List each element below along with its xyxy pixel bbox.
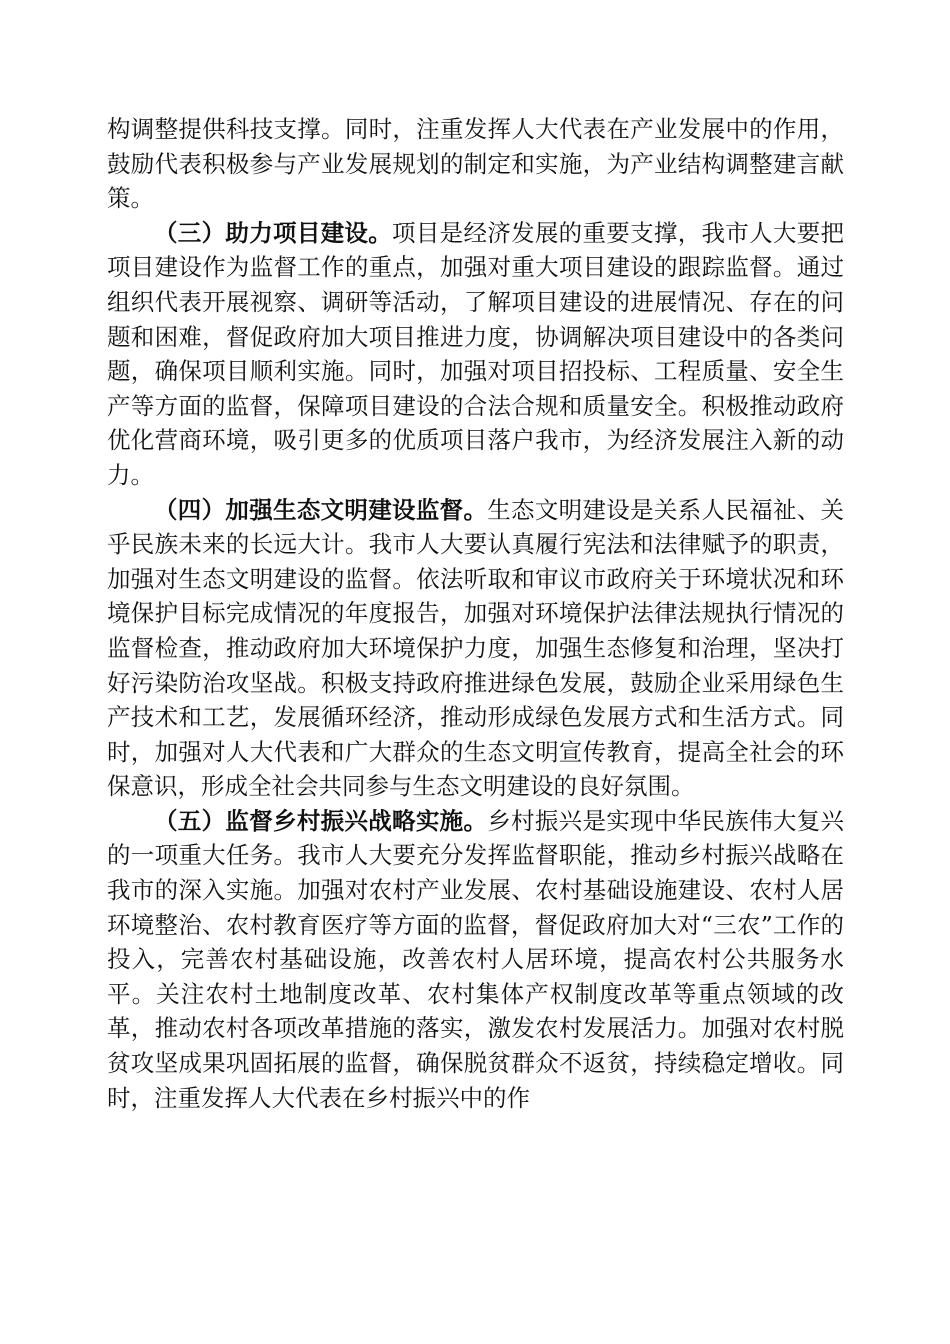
paragraph-body: 构调整提供科技支撑。同时，注重发挥人大代表在产业发展中的作用，鼓励代表积极参与产业发展规划的制定和实施，为产业结构调整建言献策。 bbox=[107, 115, 844, 213]
paragraph-ecological-civilization bbox=[107, 493, 844, 804]
paragraph-project-construction bbox=[107, 216, 844, 493]
paragraph-body: 乡村振兴是实现中华民族伟大复兴的一项重大任务。我市人大要充分发挥监督职能，推动乡村振兴战略在我市的深入实施。加强对农村产业发展、农村基础设施建设、农村人居环境整治、农村教育医疗等方面的监督，督促政府加大对“三农”工作的投入，完善农村基础设施，改善农村人居环境，提高农村公共服务水平。关注农村土地制度改革、农村集体产权制度改革等重点领域的改革，推动农村各项改革措施的落实，激发农村发展活力。加强对农村脱贫攻坚成果巩固拓展的监督，确保脱贫群众不返贫，持续稳定增收。同时，注重发挥人大代表在乡村振兴中的作 bbox=[107, 806, 844, 1112]
section-heading-5: （五）监督乡村振兴战略实施。 bbox=[154, 806, 488, 835]
paragraph-body: 项目是经济发展的重要支撑，我市人大要把项目建设作为监督工作的重点，加强对重大项目建设的跟踪监督。通过组织代表开展视察、调研等活动，了解项目建设的进展情况、存在的问题和困难，督促政府加大项目推进力度，协调解决项目建设中的各类问题，确保项目顺利实施。同时，加强对项目招投标、工程质量、安全生产等方面的监督，保障项目建设的合法合规和质量安全。积极推动政府优化营商环境，吸引更多的优质项目落户我市，为经济发展注入新的动力。 bbox=[107, 218, 845, 489]
paragraph-continuation bbox=[107, 112, 844, 216]
document-page bbox=[107, 112, 844, 1115]
paragraph-body: 生态文明建设是关系人民福祉、关乎民族未来的长远大计。我市人大要认真履行宪法和法律赋予的职责，加强对生态文明建设的监督。依法听取和审议市政府关于环境状况和环境保护目标完成情况的年度报告，加强对环境保护法律法规执行情况的监督检查，推动政府加大环境保护力度，加强生态修复和治理，坚决打好污染防治攻坚战。积极支持政府推进绿色发展，鼓励企业采用绿色生产技术和工艺，发展循环经济，推动形成绿色发展方式和生活方式。同时，加强对人大代表和广大群众的生态文明宣传教育，提高全社会的环保意识，形成全社会共同参与生态文明建设的良好氛围。 bbox=[107, 495, 844, 801]
section-heading-4: （四）加强生态文明建设监督。 bbox=[154, 495, 488, 524]
paragraph-rural-revitalization bbox=[107, 804, 844, 1115]
section-heading-3: （三）助力项目建设。 bbox=[154, 218, 393, 247]
